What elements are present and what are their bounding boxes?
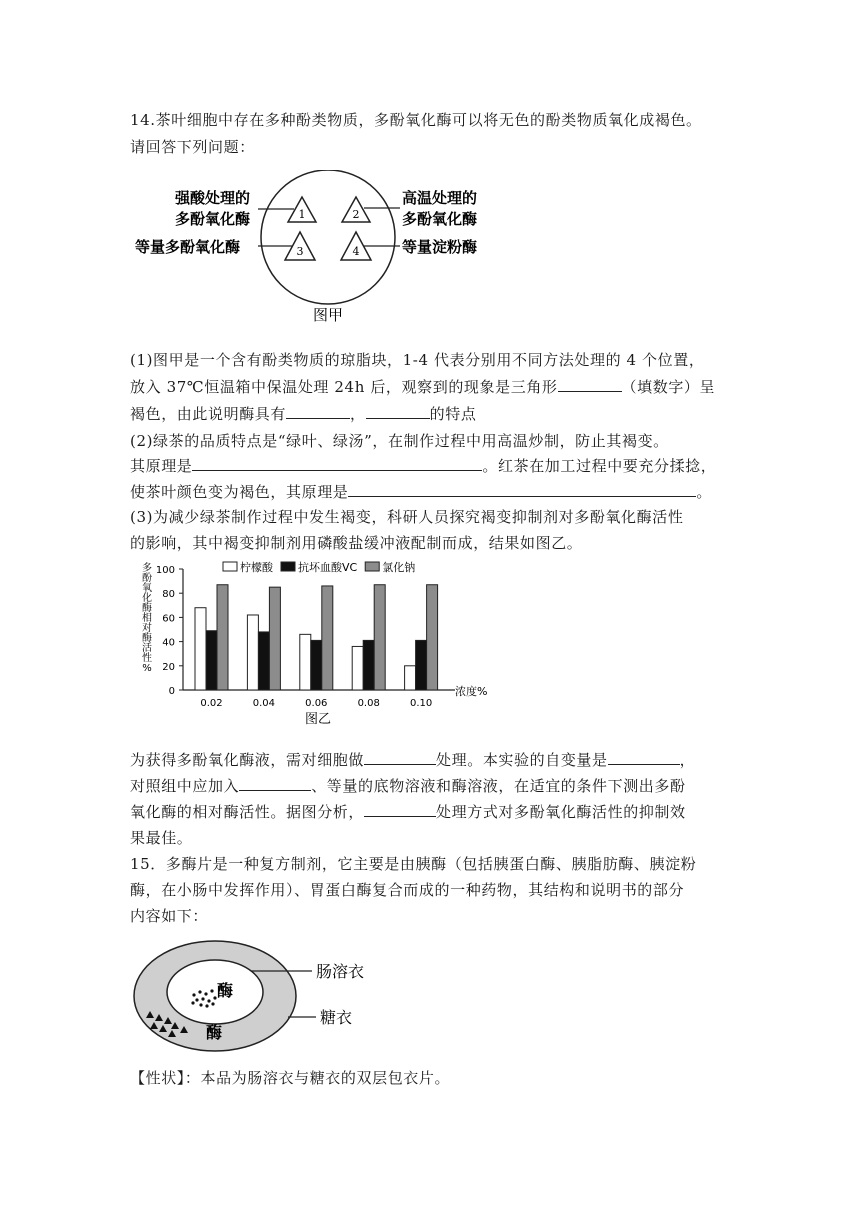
x-tick-label: 0.08 — [357, 698, 380, 709]
y-tick-label: 60 — [162, 613, 175, 625]
bar-0.06-series-1 — [311, 640, 322, 690]
answer-blank-feature-2[interactable] — [366, 404, 430, 419]
bar-0.02-series-2 — [217, 585, 228, 690]
y-axis-label-char: 化 — [142, 593, 152, 604]
x-tick-label: 0.04 — [252, 698, 276, 709]
trait-text: ：本品为肠溶衣与糖衣的双层包衣片。 — [184, 1069, 451, 1087]
p3-answer-line-3-text-a: 氧化酶的相对酶活性。据图分析， — [130, 803, 365, 821]
answer-blank-cell-treatment[interactable] — [364, 750, 436, 765]
bar-0.08-series-1 — [363, 640, 374, 690]
y-axis-label-char: 酶 — [142, 603, 152, 614]
y-tick-label: 0 — [168, 686, 175, 697]
label-equal-amylase: 等量淀粉酶 — [402, 238, 478, 256]
legend-swatch-1 — [281, 562, 295, 571]
p1-line-3 — [130, 404, 476, 424]
y-tick-label: 80 — [162, 589, 175, 601]
p3-answer-line-2 — [130, 776, 686, 796]
tablet-figure — [130, 938, 390, 1056]
answer-blank-green-tea-principle[interactable] — [192, 456, 482, 471]
p3-answer-line-3 — [130, 802, 686, 822]
sugar-coat-label: 糖衣 — [320, 1008, 353, 1027]
bar-0.04-series-0 — [247, 615, 258, 690]
answer-blank-black-tea-principle[interactable] — [348, 482, 696, 497]
bar-0.02-series-0 — [195, 608, 206, 690]
label-high-temp-line-2: 多酚氧化酶 — [402, 210, 478, 228]
y-axis-label-char: 相 — [142, 613, 152, 624]
figure-yi-chart — [135, 557, 505, 732]
outer-enzyme-label: 酶 — [206, 1023, 223, 1042]
p1-line-2-text-b: （填数字）呈 — [621, 378, 716, 396]
y-tick-label: 40 — [162, 637, 175, 649]
bar-0.04-series-2 — [269, 587, 280, 690]
x-tick-label: 0.10 — [409, 698, 433, 709]
y-axis-label-char: 酚 — [142, 573, 152, 584]
triangle-4-number: 4 — [352, 245, 360, 258]
p1-line-2-text-a: 放入 37℃恒温箱中保温处理 24h 后，观察到的现象是三角形 — [130, 378, 558, 396]
bar-0.10-series-2 — [427, 585, 438, 690]
y-tick-label: 20 — [162, 661, 175, 673]
q15-line-1: 15．多酶片是一种复方制剂，它主要是由胰酶（包括胰蛋白酶、胰脂肪酶、胰淀粉 — [130, 855, 697, 873]
y-axis-label-char: 氧 — [142, 583, 152, 594]
q15-line-2: 酶，在小肠中发挥作用）、胃蛋白酶复合而成的一种药物，其结构和说明书的部分 — [130, 881, 685, 899]
y-axis-label-char: 酶 — [142, 633, 152, 644]
p1-line-3-comma: ， — [350, 405, 366, 423]
answer-blank-feature-1[interactable] — [286, 404, 350, 419]
legend-label-0: 柠檬酸 — [240, 561, 273, 574]
trait-label: 【性状】 — [130, 1069, 185, 1087]
p1-line-2 — [130, 377, 715, 397]
inner-enzyme-label: 酶 — [217, 981, 234, 1000]
bar-0.08-series-0 — [352, 646, 363, 690]
p3-line-2: 的影响，其中褐变抑制剂用磷酸盐缓冲液配制而成，结果如图乙。 — [130, 534, 583, 552]
enteric-coat-label: 肠溶衣 — [316, 962, 365, 981]
enteric-coat-inner — [167, 960, 263, 1024]
p1-line-3-text-a: 褐色，由此说明酶具有 — [130, 405, 287, 423]
bar-0.06-series-2 — [322, 586, 333, 690]
p2-line-2-text-b: 。红茶在加工过程中要充分揉捻， — [482, 457, 717, 475]
y-axis-label-char: % — [142, 663, 152, 674]
y-tick-label: 100 — [155, 565, 175, 576]
legend-swatch-0 — [223, 562, 237, 571]
answer-blank-best-treatment[interactable] — [364, 802, 436, 817]
triangle-1-number: 1 — [298, 208, 306, 221]
label-strong-acid-line-1: 强酸处理的 — [175, 189, 251, 207]
triangle-3-number: 3 — [296, 245, 304, 258]
p3-answer-line-1-text-b: 处理。本实验的自变量是 — [436, 751, 608, 769]
p3-answer-line-1 — [130, 750, 695, 770]
x-tick-label: 0.02 — [200, 698, 223, 709]
legend-label-1: 抗坏血酸VC — [298, 561, 358, 574]
legend-swatch-2 — [365, 562, 379, 571]
p3-answer-line-2-text-a: 对照组中应加入 — [130, 777, 240, 795]
label-high-temp-line-1: 高温处理的 — [402, 189, 478, 207]
agar-block-circle — [261, 170, 395, 304]
bar-0.02-series-1 — [206, 631, 217, 690]
p3-line-1: (3)为减少绿茶制作过程中发生褐变，科研人员探究褐变抑制剂对多酚氧化酶活性 — [130, 508, 684, 526]
p2-line-3 — [130, 482, 712, 502]
p1-line-1: (1)图甲是一个含有酚类物质的琼脂块，1-4 代表分别用不同方法处理的 4 个位置， — [130, 351, 705, 369]
p3-answer-line-4: 果最佳。 — [130, 829, 193, 847]
trait-line — [130, 1068, 450, 1088]
y-axis-label-char: 多 — [142, 563, 152, 574]
p2-line-1: (2)绿茶的品质特点是“绿叶、绿汤”，在制作过程中用高温炒制，防止其褐变。 — [130, 432, 669, 450]
answer-blank-independent-variable[interactable] — [608, 750, 680, 765]
q15-line-3: 内容如下： — [130, 907, 209, 925]
label-equal-ppo: 等量多酚氧化酶 — [135, 238, 241, 256]
p2-line-2-text-a: 其原理是 — [130, 457, 193, 475]
bar-0.10-series-0 — [405, 666, 416, 690]
p2-line-3-text-b: 。 — [696, 483, 713, 501]
figure-jia-caption: 图甲 — [312, 306, 344, 324]
figure-jia — [130, 170, 500, 330]
legend-label-2: 氯化钠 — [382, 561, 416, 574]
p2-line-2 — [130, 456, 716, 476]
p3-answer-line-1-text-a: 为获得多酚氧化酶液，需对细胞做 — [130, 751, 365, 769]
bar-0.08-series-2 — [374, 585, 385, 690]
p3-answer-line-3-text-b: 处理方式对多酚氧化酶活性的抑制效 — [436, 803, 686, 821]
y-axis-label-char: 对 — [142, 623, 152, 634]
bar-0.10-series-1 — [416, 640, 427, 690]
bar-0.06-series-0 — [300, 634, 311, 690]
triangle-2-number: 2 — [352, 208, 360, 221]
label-strong-acid-line-2: 多酚氧化酶 — [175, 210, 251, 228]
y-axis-label-char: 活 — [142, 643, 152, 654]
answer-blank-control-group[interactable] — [239, 776, 311, 791]
q14-intro-line-1: 14.茶叶细胞中存在多种酚类物质，多酚氧化酶可以将无色的酚类物质氧化成褐色。 — [130, 111, 702, 129]
p3-answer-line-2-text-b: 、等量的底物溶液和酶溶液，在适宜的条件下测出多酚 — [311, 777, 686, 795]
p1-line-3-text-c: 的特点 — [429, 405, 477, 423]
figure-yi-caption: 图乙 — [304, 712, 332, 727]
y-axis-label-char: 性 — [142, 653, 152, 664]
q14-intro-line-2: 请回答下列问题： — [130, 138, 255, 156]
y-axis-label — [142, 562, 152, 674]
answer-blank-triangle[interactable] — [558, 377, 622, 392]
x-axis-label: 浓度% — [455, 685, 488, 698]
p2-line-3-text-a: 使茶叶颜色变为褐色，其原理是 — [130, 483, 349, 501]
x-tick-label: 0.06 — [305, 698, 328, 709]
p3-answer-line-1-text-c: ， — [679, 751, 696, 769]
bar-0.04-series-1 — [258, 632, 269, 690]
